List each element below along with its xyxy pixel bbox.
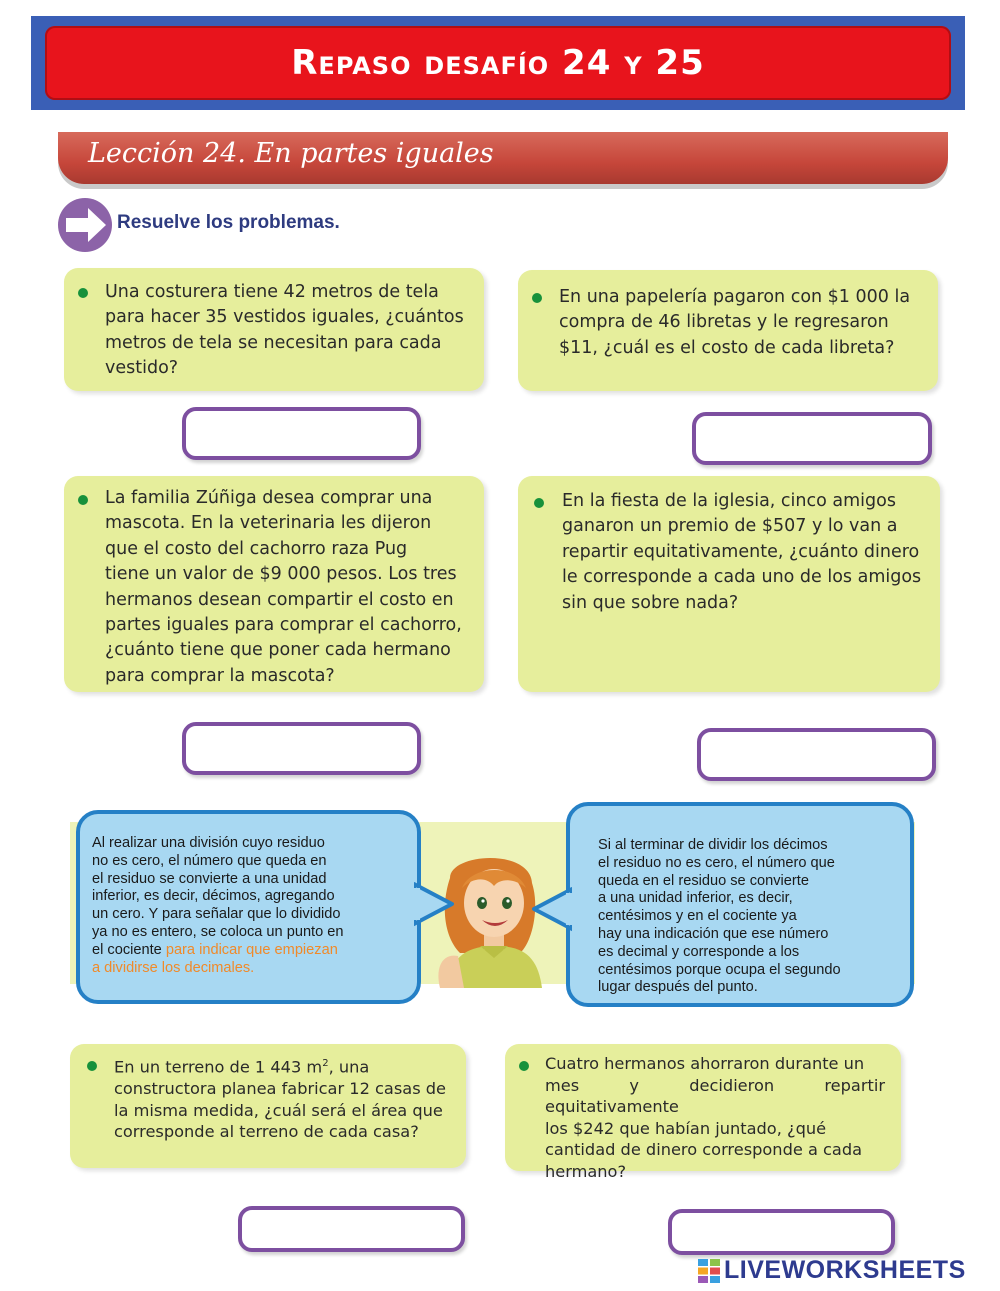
bullet-icon: [519, 1061, 529, 1071]
problem-card-6: [505, 1044, 901, 1181]
answer-box-5[interactable]: [238, 1206, 465, 1252]
problem-line: cantidad de dinero corresponde a cada: [545, 1140, 863, 1160]
tip-line: ya no es entero, se coloca un punto en: [92, 923, 344, 940]
problem-line: compra de 46 libretas y le regresaron: [559, 312, 889, 333]
tip-line-plain: el cociente: [92, 941, 166, 958]
tip-line: un cero. Y para señalar que lo dividido: [92, 906, 341, 923]
problem-line: le corresponde a cada uno de los amigos: [562, 567, 922, 588]
tip-line: centésimos porque ocupa el segundo: [598, 961, 841, 978]
tip-line: Al realizar una división cuyo residuo: [92, 835, 325, 851]
problem-line: La familia Zúñiga desea comprar una: [105, 488, 433, 508]
problem-line: que el costo del cachorro raza Pug: [105, 538, 408, 559]
problem-text-6: [545, 1053, 885, 1183]
liveworksheets-brand: LIVEWORKSHEETS: [724, 1256, 966, 1284]
tip-line: queda en el residuo se convierte: [598, 872, 809, 889]
bubble-tail-left: [414, 880, 454, 930]
tip-line: el residuo se convierte a una unidad: [92, 870, 327, 887]
bullet-icon: [78, 495, 88, 505]
bullet-icon: [534, 498, 544, 508]
problem-card-1: [64, 268, 484, 391]
bullet-icon: [532, 293, 542, 303]
problem-text-2: [559, 285, 918, 361]
answer-box-2[interactable]: [692, 412, 932, 465]
instruction-text: Resuelve los problemas.: [117, 212, 340, 233]
problem-text-4: [562, 489, 922, 616]
problem-line: sin que sobre nada?: [562, 592, 739, 613]
problem-line: $11, ¿cuál es el costo de cada libreta?: [559, 337, 895, 358]
tip-highlight: a dividirse los decimales.: [92, 959, 255, 976]
title-banner: [31, 16, 965, 110]
problem-line: En una papelería pagaron con $1 000 la: [559, 287, 911, 307]
problem-line: partes iguales para comprar el cachorro,: [105, 615, 462, 636]
problem-line-part: En un terreno de 1 443 m: [114, 1057, 323, 1077]
page-title: Repaso desafío 24 y 25: [291, 43, 705, 83]
answer-box-4[interactable]: [697, 728, 936, 781]
tip-line: [92, 942, 407, 960]
lesson-header: [58, 132, 948, 184]
tip-text-left: [92, 835, 407, 977]
problem-card-2: [518, 270, 938, 391]
tip-line: Si al terminar de dividir los décimos: [598, 837, 828, 853]
liveworksheets-footer[interactable]: [698, 1256, 966, 1285]
problem-line: [114, 1053, 452, 1078]
bullet-icon: [87, 1061, 97, 1071]
superscript: 2: [322, 1058, 329, 1069]
bubble-tail-right: [532, 885, 572, 935]
problem-card-3: [64, 476, 484, 692]
problem-text-5: [114, 1053, 452, 1143]
problem-line: tiene un valor de $9 000 pesos. Los tres: [105, 564, 457, 585]
tip-line: inferior, es decir, décimos, agregando: [92, 888, 335, 905]
problem-line: Una costurera tiene 42 metros de tela: [105, 282, 439, 302]
tip-line: el residuo no es cero, el número que: [598, 854, 835, 871]
problem-line: para hacer 35 vestidos iguales, ¿cuántos: [105, 307, 464, 328]
problem-line: hermanos desean compartir el costo en: [105, 589, 454, 610]
answer-box-3[interactable]: [182, 722, 421, 775]
problem-line: los $242 que habían juntado, ¿qué: [545, 1118, 827, 1138]
liveworksheets-logo-icon: [698, 1259, 720, 1283]
arrow-right-icon: [58, 198, 112, 252]
tip-line: no es cero, el número que queda en: [92, 852, 327, 869]
problem-line: para comprar la mascota?: [105, 665, 335, 686]
problem-line: constructora planea fabricar 12 casas de: [114, 1078, 447, 1098]
problem-line: la misma medida, ¿cuál será el área que: [114, 1100, 443, 1120]
tip-line: centésimos y en el cociente ya: [598, 908, 797, 925]
problem-line: Cuatro hermanos ahorraron durante un: [545, 1054, 865, 1073]
answer-box-6[interactable]: [668, 1209, 895, 1255]
problem-text-3: [105, 486, 465, 689]
tip-line: lugar después del punto.: [598, 979, 758, 996]
tip-highlight: para indicar que empiezan: [165, 941, 338, 958]
problem-line: En la fiesta de la iglesia, cinco amigos: [562, 491, 896, 511]
problem-line-part: , una: [328, 1057, 370, 1077]
lesson-title: Lección 24. En partes iguales: [88, 138, 494, 169]
tip-line: hay una indicación que ese número: [598, 925, 829, 942]
tip-line: a una unidad inferior, es decir,: [598, 890, 793, 907]
tip-line: es decimal y corresponde a los: [598, 943, 800, 960]
tip-text-right: [598, 837, 896, 997]
title-banner-inner: [45, 26, 951, 100]
problem-card-4: [518, 476, 940, 692]
problem-text-1: [105, 280, 465, 382]
problem-line: ¿cuánto tiene que poner cada hermano: [105, 640, 451, 661]
problem-line: hermano?: [545, 1161, 627, 1181]
problem-line: ganaron un premio de $507 y lo van a: [562, 516, 898, 537]
problem-line: mascota. En la veterinaria les dijeron: [105, 513, 432, 534]
problem-line: corresponde al terreno de cada casa?: [114, 1122, 419, 1142]
bullet-icon: [78, 288, 88, 298]
problem-line: mes y decidieron repartir equitativamente: [545, 1075, 885, 1117]
problem-card-5: [70, 1044, 466, 1168]
answer-box-1[interactable]: [182, 407, 421, 460]
problem-line: vestido?: [105, 358, 179, 379]
problem-line: repartir equitativamente, ¿cuánto dinero: [562, 541, 920, 562]
problem-line: metros de tela se necesitan para cada: [105, 332, 442, 353]
